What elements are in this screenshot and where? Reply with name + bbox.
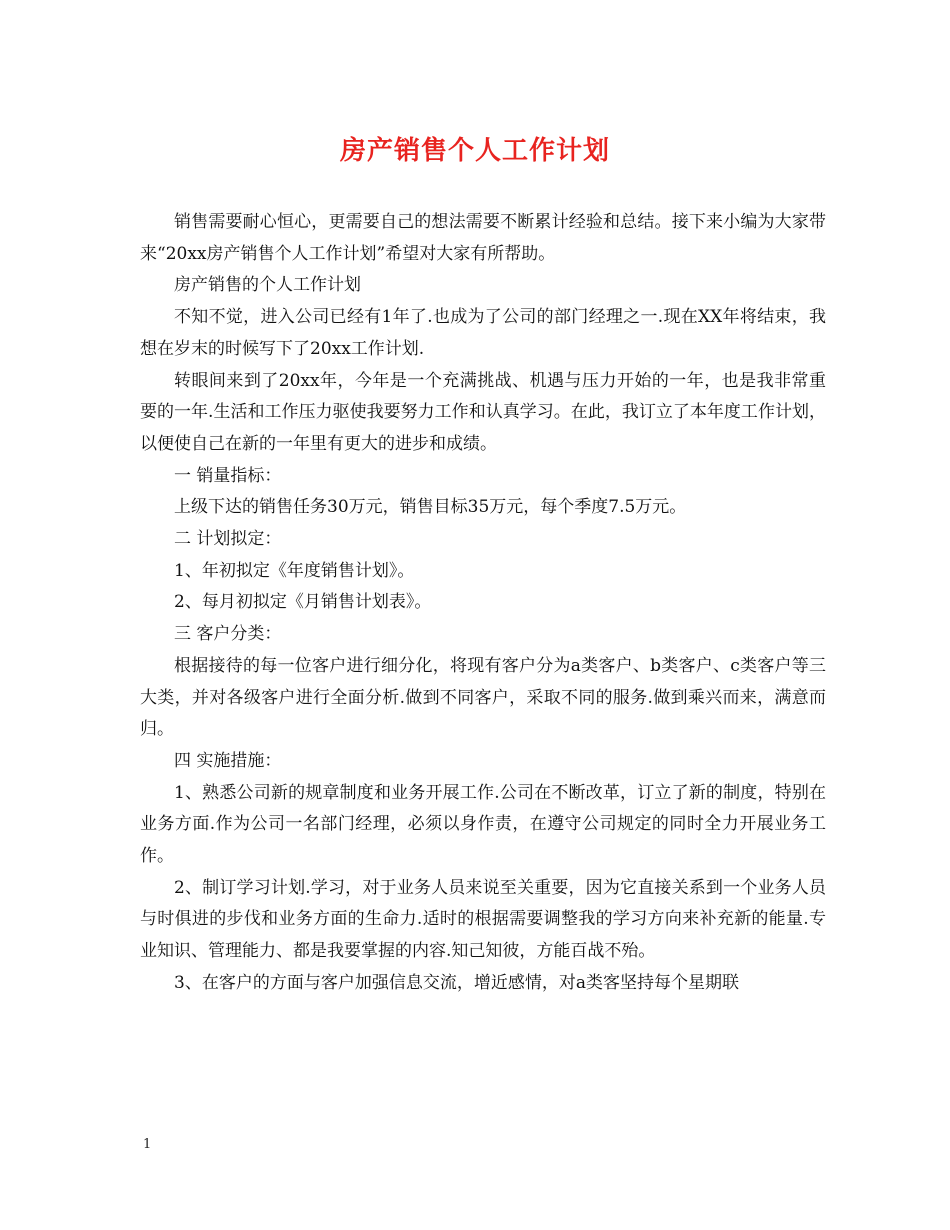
paragraph-subtitle: 房产销售的个人工作计划 [174,275,361,296]
list-item-measure-2: 2、制订学习计划.学习，对于业务人员来说至关重要，因为它直接关系到一个业务人员与时俱进的步伐和业务方面的生命力.适时的根据需要调整我的学习方向来补充新的能量.专业知识、管理能力、都是我要掌握的内容.知己知彼，方能百战不殆。 [140,877,826,962]
document-title: 房产销售个人工作计划 [339,136,610,166]
list-item-measure-1: 1、熟悉公司新的规章制度和业务开展工作.公司在不断改革，订立了新的制度，特别在业务方面.作为公司一名部门经理，必须以身作责，在遵守公司规定的同时全力开展业务工作。 [140,782,826,867]
document-body [140,207,826,1000]
section-heading-sales-target: 一 销量指标： [174,465,282,486]
page-number: 1 [143,1137,152,1152]
section-heading-customer-classification: 三 客户分类： [174,624,282,645]
section-heading-planning: 二 计划拟定： [174,529,282,550]
paragraph-opening: 不知不觉，进入公司已经有1年了.也成为了公司的部门经理之一.现在XX年将结束，我想在岁末的时候写下了20xx工作计划. [140,307,826,359]
paragraph-year-overview: 转眼间来到了20xx年，今年是一个充满挑战、机遇与压力开始的一年，也是我非常重要的一年.生活和工作压力驱使我要努力工作和认真学习。在此，我订立了本年度工作计划，以便使自己在新的一年里有更大的进步和成绩。 [140,370,826,454]
section-heading-measures: 四 实施措施： [174,750,282,771]
list-item-monthly-plan: 2、每月初拟定《月销售计划表》。 [174,592,432,613]
list-item-measure-3: 3、在客户的方面与客户加强信息交流，增近感情，对a类客坚持每个星期联 [174,972,739,993]
list-item-annual-plan: 1、年初拟定《年度销售计划》。 [174,560,415,581]
paragraph-customer-classification: 根据接待的每一位客户进行细分化，将现有客户分为a类客户、b类客户、c类客户等三大类，并对各级客户进行全面分析.做到不同客户，采取不同的服务.做到乘兴而来，满意而归。 [140,655,826,740]
paragraph-sales-target: 上级下达的销售任务30万元，销售目标35万元，每个季度7.5万元。 [174,497,687,518]
paragraph-intro: 销售需要耐心恒心，更需要自己的想法需要不断累计经验和总结。接下来小编为大家带来“20xx房产销售个人工作计划”希望对大家有所帮助。 [140,212,826,264]
